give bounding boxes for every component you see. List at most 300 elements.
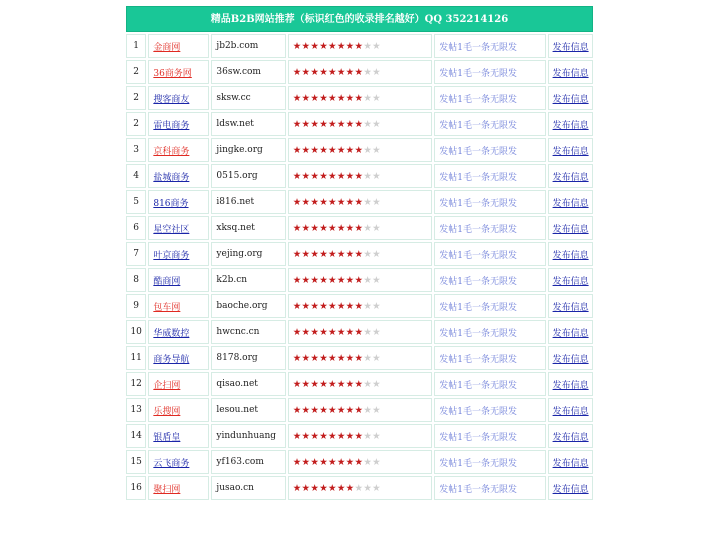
star-icon: ★ xyxy=(310,404,320,416)
star-icon: ★ xyxy=(354,66,364,78)
site-name-cell xyxy=(148,60,209,84)
star-icon: ★ xyxy=(310,66,320,78)
star-icon: ★ xyxy=(363,274,373,286)
star-icon: ★ xyxy=(354,40,364,52)
star-icon: ★ xyxy=(354,430,364,442)
star-icon: ★ xyxy=(336,274,346,286)
star-icon: ★ xyxy=(354,378,364,390)
action-cell xyxy=(548,320,593,344)
table-row xyxy=(126,138,593,162)
star-icon: ★ xyxy=(345,144,355,156)
star-icon: ★ xyxy=(345,430,355,442)
posting-note: 发帖1毛一条无限发 xyxy=(439,328,517,339)
site-name-link[interactable]: 盐城商务 xyxy=(153,172,190,183)
star-icon: ★ xyxy=(345,378,355,390)
site-domain: i816.net xyxy=(211,190,285,214)
rating-stars xyxy=(288,294,433,318)
star-icon: ★ xyxy=(345,300,355,312)
star-icon: ★ xyxy=(292,352,302,364)
publish-info-link[interactable]: 发布信息 xyxy=(552,224,589,235)
table-row xyxy=(126,190,593,214)
star-icon: ★ xyxy=(310,482,320,494)
star-icon: ★ xyxy=(354,248,364,260)
star-icon: ★ xyxy=(310,222,320,234)
star-icon: ★ xyxy=(354,118,364,130)
row-number: 10 xyxy=(126,320,146,344)
star-icon: ★ xyxy=(292,170,302,182)
star-icon: ★ xyxy=(292,456,302,468)
row-number: 7 xyxy=(126,242,146,266)
star-icon: ★ xyxy=(301,482,311,494)
star-icon: ★ xyxy=(328,144,337,156)
star-icon: ★ xyxy=(310,378,320,390)
rating-stars xyxy=(288,268,433,292)
rating-stars xyxy=(288,242,433,266)
star-icon: ★ xyxy=(292,196,302,208)
star-icon: ★ xyxy=(301,378,311,390)
star-icon: ★ xyxy=(328,404,337,416)
site-name-link[interactable]: 星空社区 xyxy=(153,224,190,235)
publish-info-link[interactable]: 发布信息 xyxy=(552,328,589,339)
site-name-link[interactable]: 云飞商务 xyxy=(153,458,190,469)
star-icon: ★ xyxy=(292,222,302,234)
rating-stars xyxy=(288,398,433,422)
site-name-cell xyxy=(148,450,209,474)
star-icon: ★ xyxy=(345,118,355,130)
action-cell xyxy=(548,476,593,500)
site-name-cell xyxy=(148,372,209,396)
publish-info-link[interactable]: 发布信息 xyxy=(552,354,589,365)
rating-stars xyxy=(288,86,433,110)
table-row xyxy=(126,60,593,84)
site-name-link[interactable]: 包车网 xyxy=(153,302,181,313)
posting-note: 发帖1毛一条无限发 xyxy=(439,276,517,287)
site-name-cell xyxy=(148,320,209,344)
site-domain: lesou.net xyxy=(211,398,285,422)
star-icon: ★ xyxy=(363,66,373,78)
rating-stars xyxy=(288,138,433,162)
star-icon: ★ xyxy=(345,66,355,78)
posting-note-cell xyxy=(434,476,546,500)
star-icon: ★ xyxy=(336,378,346,390)
site-name-cell xyxy=(148,242,209,266)
star-icon: ★ xyxy=(336,404,346,416)
site-domain: jingke.org xyxy=(211,138,285,162)
star-icon: ★ xyxy=(292,274,302,286)
action-cell xyxy=(548,424,593,448)
row-number: 9 xyxy=(126,294,146,318)
star-icon: ★ xyxy=(292,66,302,78)
star-icon: ★ xyxy=(319,300,329,312)
site-domain: yf163.com xyxy=(211,450,285,474)
table-row xyxy=(126,372,593,396)
recommend-panel xyxy=(126,6,593,502)
star-icon: ★ xyxy=(328,92,337,104)
star-icon: ★ xyxy=(328,170,337,182)
action-cell xyxy=(548,450,593,474)
publish-info-link[interactable]: 发布信息 xyxy=(552,94,589,105)
action-cell xyxy=(548,216,593,240)
star-icon: ★ xyxy=(372,352,381,364)
row-number: 2 xyxy=(126,86,146,110)
star-icon: ★ xyxy=(354,170,364,182)
site-name-link[interactable]: 京科商务 xyxy=(153,146,190,157)
site-name-link[interactable]: 企扫网 xyxy=(153,380,181,391)
star-icon: ★ xyxy=(345,222,355,234)
posting-note-cell xyxy=(434,372,546,396)
star-icon: ★ xyxy=(372,404,381,416)
publish-info-link[interactable]: 发布信息 xyxy=(552,172,589,183)
site-name-link[interactable]: 金商网 xyxy=(153,42,181,53)
action-cell xyxy=(548,346,593,370)
star-icon: ★ xyxy=(363,352,373,364)
site-name-link[interactable]: 816商务 xyxy=(153,198,189,209)
site-name-cell xyxy=(148,216,209,240)
site-name-link[interactable]: 银盾皇 xyxy=(153,432,181,443)
star-icon: ★ xyxy=(363,222,373,234)
posting-note-cell xyxy=(434,190,546,214)
star-icon: ★ xyxy=(328,274,337,286)
star-icon: ★ xyxy=(328,118,337,130)
site-name-cell xyxy=(148,86,209,110)
posting-note: 发帖1毛一条无限发 xyxy=(439,224,517,235)
star-icon: ★ xyxy=(354,92,364,104)
star-icon: ★ xyxy=(354,456,364,468)
star-icon: ★ xyxy=(372,118,381,130)
star-icon: ★ xyxy=(319,66,329,78)
star-icon: ★ xyxy=(372,196,381,208)
row-number: 16 xyxy=(126,476,146,500)
posting-note-cell xyxy=(434,424,546,448)
table-row xyxy=(126,34,593,58)
star-icon: ★ xyxy=(345,40,355,52)
publish-info-link[interactable]: 发布信息 xyxy=(552,380,589,391)
publish-info-link[interactable]: 发布信息 xyxy=(552,250,589,261)
star-icon: ★ xyxy=(301,170,311,182)
row-number: 2 xyxy=(126,60,146,84)
site-name-link[interactable]: 雷电商务 xyxy=(153,120,190,131)
star-icon: ★ xyxy=(301,352,311,364)
site-domain: 36sw.com xyxy=(211,60,285,84)
row-number: 8 xyxy=(126,268,146,292)
posting-note: 发帖1毛一条无限发 xyxy=(439,120,517,131)
action-cell xyxy=(548,372,593,396)
star-icon: ★ xyxy=(301,326,311,338)
star-icon: ★ xyxy=(336,352,346,364)
star-icon: ★ xyxy=(336,222,346,234)
star-icon: ★ xyxy=(345,482,355,494)
star-icon: ★ xyxy=(310,352,320,364)
star-icon: ★ xyxy=(292,40,302,52)
star-icon: ★ xyxy=(363,196,373,208)
star-icon: ★ xyxy=(301,196,311,208)
publish-info-link[interactable]: 发布信息 xyxy=(552,276,589,287)
table-row xyxy=(126,424,593,448)
row-number: 12 xyxy=(126,372,146,396)
star-icon: ★ xyxy=(328,300,337,312)
star-icon: ★ xyxy=(310,326,320,338)
row-number: 6 xyxy=(126,216,146,240)
star-icon: ★ xyxy=(336,326,346,338)
publish-info-link[interactable]: 发布信息 xyxy=(552,120,589,131)
star-icon: ★ xyxy=(292,378,302,390)
publish-info-link[interactable]: 发布信息 xyxy=(552,484,589,495)
rating-stars xyxy=(288,112,433,136)
star-icon: ★ xyxy=(372,222,381,234)
star-icon: ★ xyxy=(336,456,346,468)
star-icon: ★ xyxy=(301,118,311,130)
posting-note: 发帖1毛一条无限发 xyxy=(439,432,517,443)
star-icon: ★ xyxy=(345,404,355,416)
star-icon: ★ xyxy=(345,248,355,260)
star-icon: ★ xyxy=(292,144,302,156)
star-icon: ★ xyxy=(354,482,364,494)
star-icon: ★ xyxy=(319,482,329,494)
star-icon: ★ xyxy=(301,404,311,416)
star-icon: ★ xyxy=(354,196,364,208)
table-row xyxy=(126,398,593,422)
star-icon: ★ xyxy=(372,40,381,52)
table-row xyxy=(126,268,593,292)
star-icon: ★ xyxy=(354,222,364,234)
star-icon: ★ xyxy=(336,196,346,208)
star-icon: ★ xyxy=(292,248,302,260)
posting-note-cell xyxy=(434,398,546,422)
star-icon: ★ xyxy=(354,274,364,286)
star-icon: ★ xyxy=(336,430,346,442)
star-icon: ★ xyxy=(319,456,329,468)
site-domain: xksq.net xyxy=(211,216,285,240)
star-icon: ★ xyxy=(301,430,311,442)
star-icon: ★ xyxy=(310,118,320,130)
star-icon: ★ xyxy=(301,40,311,52)
star-icon: ★ xyxy=(354,352,364,364)
rating-stars xyxy=(288,476,433,500)
site-domain: sksw.cc xyxy=(211,86,285,110)
site-name-link[interactable]: 乐搜网 xyxy=(153,406,181,417)
star-icon: ★ xyxy=(354,404,364,416)
star-icon: ★ xyxy=(319,40,329,52)
publish-info-link[interactable]: 发布信息 xyxy=(552,68,589,79)
star-icon: ★ xyxy=(372,326,381,338)
action-cell xyxy=(548,34,593,58)
panel-title: 精品B2B网站推荐（标识红色的收录排名越好）QQ 352214126 xyxy=(126,6,593,32)
site-domain: 8178.org xyxy=(211,346,285,370)
posting-note-cell xyxy=(434,216,546,240)
star-icon: ★ xyxy=(372,274,381,286)
star-icon: ★ xyxy=(372,482,381,494)
star-icon: ★ xyxy=(372,300,381,312)
star-icon: ★ xyxy=(363,456,373,468)
posting-note: 发帖1毛一条无限发 xyxy=(439,354,517,365)
star-icon: ★ xyxy=(345,274,355,286)
star-icon: ★ xyxy=(310,300,320,312)
star-icon: ★ xyxy=(328,248,337,260)
posting-note-cell xyxy=(434,86,546,110)
action-cell xyxy=(548,60,593,84)
star-icon: ★ xyxy=(363,118,373,130)
rating-stars xyxy=(288,320,433,344)
star-icon: ★ xyxy=(372,170,381,182)
posting-note: 发帖1毛一条无限发 xyxy=(439,68,517,79)
posting-note-cell xyxy=(434,294,546,318)
rating-stars xyxy=(288,60,433,84)
action-cell xyxy=(548,190,593,214)
table-row xyxy=(126,346,593,370)
posting-note: 发帖1毛一条无限发 xyxy=(439,380,517,391)
star-icon: ★ xyxy=(336,66,346,78)
posting-note-cell xyxy=(434,138,546,162)
site-name-link[interactable]: 商务导航 xyxy=(153,354,190,365)
row-number: 3 xyxy=(126,138,146,162)
star-icon: ★ xyxy=(319,144,329,156)
site-name-cell xyxy=(148,112,209,136)
site-name-link[interactable]: 酷商网 xyxy=(153,276,181,287)
star-icon: ★ xyxy=(319,430,329,442)
action-cell xyxy=(548,138,593,162)
site-name-cell xyxy=(148,476,209,500)
star-icon: ★ xyxy=(292,326,302,338)
star-icon: ★ xyxy=(328,456,337,468)
site-name-link[interactable]: 搜客商友 xyxy=(153,94,190,105)
star-icon: ★ xyxy=(319,378,329,390)
star-icon: ★ xyxy=(328,378,337,390)
star-icon: ★ xyxy=(292,430,302,442)
action-cell xyxy=(548,242,593,266)
table-row xyxy=(126,112,593,136)
star-icon: ★ xyxy=(336,92,346,104)
publish-info-link[interactable]: 发布信息 xyxy=(552,198,589,209)
star-icon: ★ xyxy=(319,274,329,286)
rating-stars xyxy=(288,424,433,448)
site-table-body xyxy=(126,34,593,500)
table-row xyxy=(126,450,593,474)
publish-info-link[interactable]: 发布信息 xyxy=(552,406,589,417)
star-icon: ★ xyxy=(328,430,337,442)
star-icon: ★ xyxy=(292,118,302,130)
action-cell xyxy=(548,294,593,318)
star-icon: ★ xyxy=(363,40,373,52)
site-domain: baoche.org xyxy=(211,294,285,318)
star-icon: ★ xyxy=(372,456,381,468)
site-name-cell xyxy=(148,190,209,214)
star-icon: ★ xyxy=(301,248,311,260)
site-domain: hwcnc.cn xyxy=(211,320,285,344)
star-icon: ★ xyxy=(328,40,337,52)
site-name-link[interactable]: 36商务网 xyxy=(153,68,192,79)
posting-note-cell xyxy=(434,268,546,292)
star-icon: ★ xyxy=(292,482,302,494)
site-name-cell xyxy=(148,34,209,58)
star-icon: ★ xyxy=(363,482,373,494)
star-icon: ★ xyxy=(345,196,355,208)
table-row xyxy=(126,320,593,344)
star-icon: ★ xyxy=(310,92,320,104)
star-icon: ★ xyxy=(336,170,346,182)
action-cell xyxy=(548,164,593,188)
posting-note: 发帖1毛一条无限发 xyxy=(439,250,517,261)
star-icon: ★ xyxy=(328,222,337,234)
publish-info-link[interactable]: 发布信息 xyxy=(552,302,589,313)
posting-note-cell xyxy=(434,346,546,370)
rating-stars xyxy=(288,164,433,188)
posting-note-cell xyxy=(434,60,546,84)
posting-note: 发帖1毛一条无限发 xyxy=(439,42,517,53)
star-icon: ★ xyxy=(372,144,381,156)
site-name-cell xyxy=(148,138,209,162)
star-icon: ★ xyxy=(319,248,329,260)
star-icon: ★ xyxy=(336,40,346,52)
table-row xyxy=(126,86,593,110)
star-icon: ★ xyxy=(310,456,320,468)
rating-stars xyxy=(288,372,433,396)
posting-note-cell xyxy=(434,320,546,344)
action-cell xyxy=(548,398,593,422)
site-name-link[interactable]: 叶京商务 xyxy=(153,250,190,261)
table-row xyxy=(126,242,593,266)
site-name-link[interactable]: 聚扫网 xyxy=(153,484,181,495)
star-icon: ★ xyxy=(345,326,355,338)
table-row xyxy=(126,216,593,240)
row-number: 2 xyxy=(126,112,146,136)
publish-info-link[interactable]: 发布信息 xyxy=(552,146,589,157)
table-row xyxy=(126,476,593,500)
action-cell xyxy=(548,268,593,292)
row-number: 15 xyxy=(126,450,146,474)
star-icon: ★ xyxy=(328,352,337,364)
star-icon: ★ xyxy=(372,92,381,104)
star-icon: ★ xyxy=(319,118,329,130)
action-cell xyxy=(548,86,593,110)
star-icon: ★ xyxy=(310,430,320,442)
publish-info-link[interactable]: 发布信息 xyxy=(552,458,589,469)
star-icon: ★ xyxy=(301,144,311,156)
publish-info-link[interactable]: 发布信息 xyxy=(552,432,589,443)
posting-note-cell xyxy=(434,242,546,266)
publish-info-link[interactable]: 发布信息 xyxy=(552,42,589,53)
star-icon: ★ xyxy=(354,144,364,156)
star-icon: ★ xyxy=(345,352,355,364)
star-icon: ★ xyxy=(363,404,373,416)
posting-note: 发帖1毛一条无限发 xyxy=(439,302,517,313)
posting-note-cell xyxy=(434,164,546,188)
star-icon: ★ xyxy=(301,222,311,234)
site-domain: jusao.cn xyxy=(211,476,285,500)
star-icon: ★ xyxy=(363,326,373,338)
posting-note: 发帖1毛一条无限发 xyxy=(439,484,517,495)
posting-note: 发帖1毛一条无限发 xyxy=(439,172,517,183)
posting-note: 发帖1毛一条无限发 xyxy=(439,146,517,157)
star-icon: ★ xyxy=(363,300,373,312)
row-number: 13 xyxy=(126,398,146,422)
posting-note: 发帖1毛一条无限发 xyxy=(439,94,517,105)
site-name-cell xyxy=(148,294,209,318)
star-icon: ★ xyxy=(301,300,311,312)
star-icon: ★ xyxy=(354,326,364,338)
posting-note: 发帖1毛一条无限发 xyxy=(439,406,517,417)
star-icon: ★ xyxy=(301,274,311,286)
row-number: 14 xyxy=(126,424,146,448)
site-domain: 0515.org xyxy=(211,164,285,188)
rating-stars xyxy=(288,34,433,58)
site-name-link[interactable]: 华威数控 xyxy=(153,328,190,339)
star-icon: ★ xyxy=(319,196,329,208)
site-domain: qisao.net xyxy=(211,372,285,396)
star-icon: ★ xyxy=(310,144,320,156)
posting-note: 发帖1毛一条无限发 xyxy=(439,198,517,209)
star-icon: ★ xyxy=(319,352,329,364)
star-icon: ★ xyxy=(372,430,381,442)
